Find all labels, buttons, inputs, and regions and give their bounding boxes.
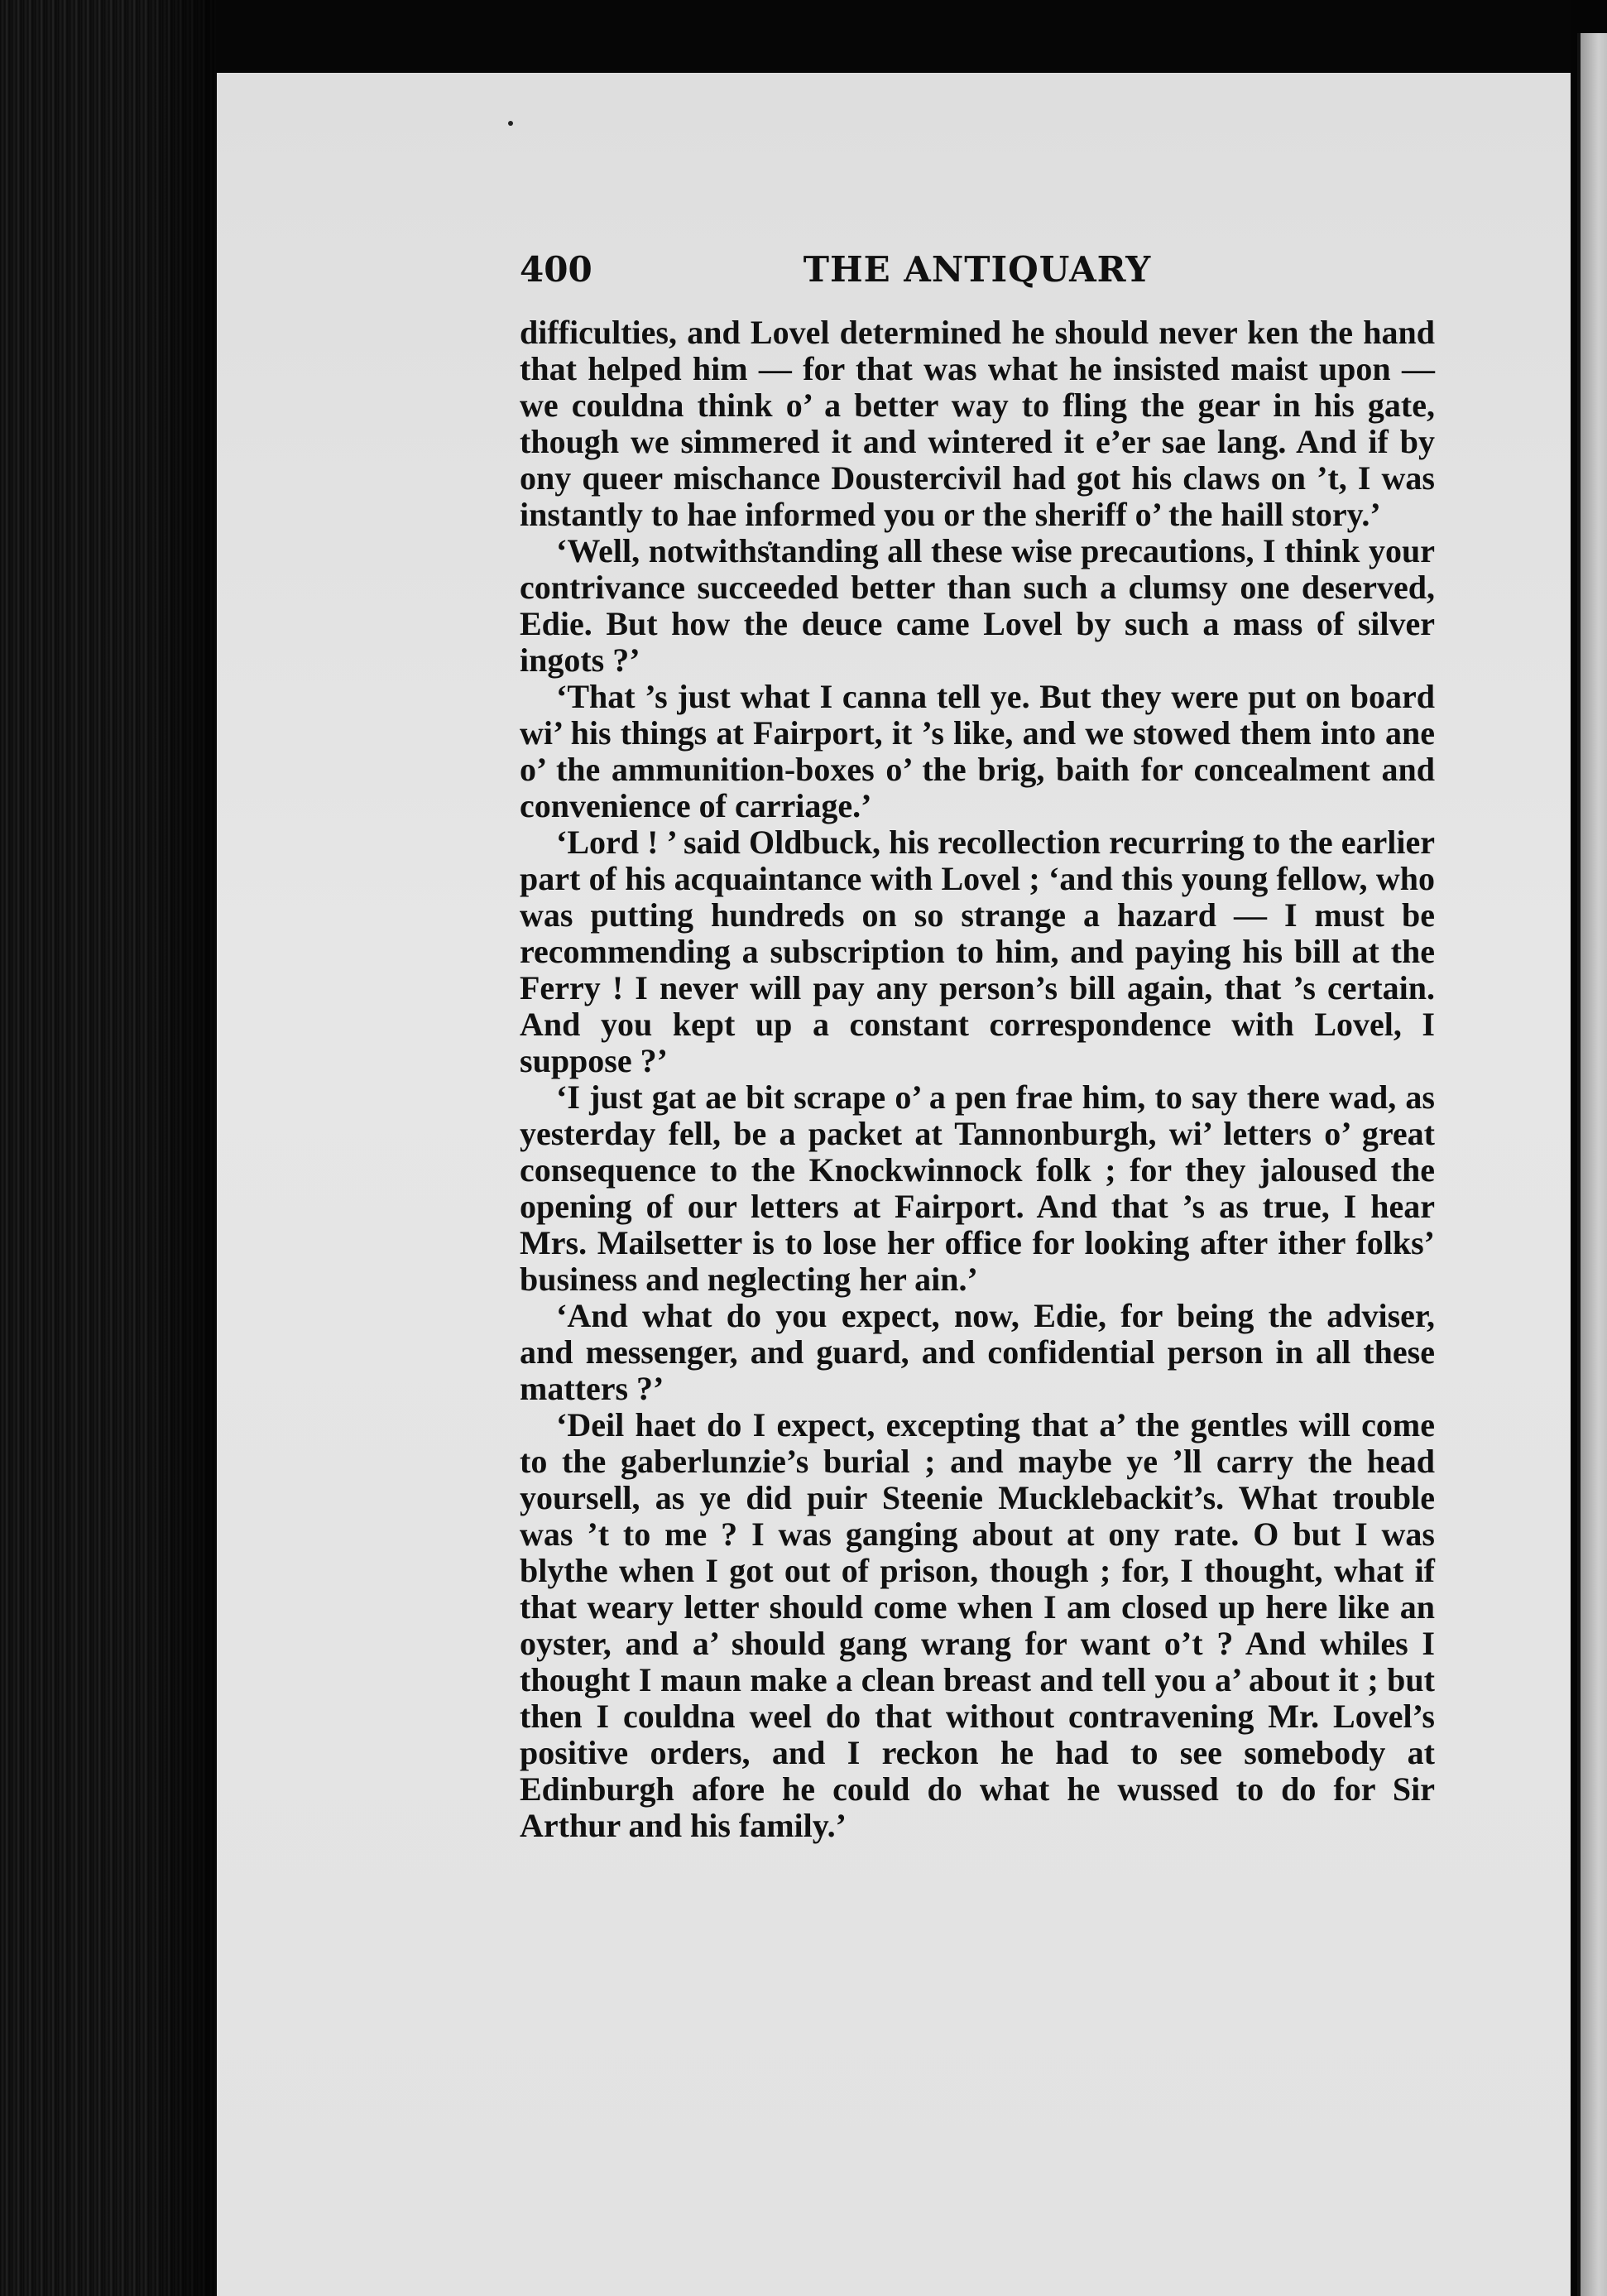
body-text [520, 315, 1435, 1844]
paragraph: ‘Lord ! ’ said Oldbuck, his recollection recurring to the earlier part of his acquaintance with Lovel ; ‘and this young fellow, who was putting hundreds on so strange a hazard — I must be recommending a subscription to him, and paying his bill at the Ferry ! I never will pay any person’s bill again, that ’s certain. And you kept up a constant correspondence with Lovel, I suppose ?’ [520, 824, 1435, 1079]
paragraph: ‘I just gat ae bit scrape o’ a pen frae him, to say there wad, as yesterday fell, be a packet at Tannonburgh, wi’ letters o’ great consequence to the Knockwinnock folk ; for they jaloused the opening of our letters at Fairport. And that ’s as true, I hear Mrs. Mailsetter is to lose her office for looking after ither folks’ business and neglecting her ain.’ [520, 1078, 1435, 1298]
running-title: THE ANTIQUARY [803, 249, 1152, 290]
paragraph: ‘Deil haet do I expect, excepting that a’ the gentles will come to the gaberlunzie’s burial ; and maybe ye ’ll carry the head yoursell, as ye did puir Steenie Mucklebackit’s. What trouble was ’t to me ? I was ganging about at ony rate. O but I was blythe when I got out of prison, though ; for, I thought, what if that weary letter should come when I am closed up here like an oyster, and a’ should gang wrang for want o’t ? And whiles I thought I maun make a clean breast and tell you a’ about it ; but then I couldna weel do that without contravening Mr. Lovel’s positive orders, and I reckon he had to see somebody at Edinburgh afore he could do what he wussed to do for Sir Arthur and his family.’ [520, 1406, 1435, 1844]
paragraph: ‘Well, notwithstanding all these wise precautions, I think your contrivance succeeded better than such a clumsy one deserved, Edie. But how the deuce came Lovel by such a mass of silver ingots ?’ [520, 532, 1435, 679]
paper-speck [508, 121, 513, 126]
paragraph: ‘That ’s just what I canna tell ye. But they were put on board wi’ his things at Fairport, it ’s like, and we stowed them into ane o’ the ammunition-boxes o’ the brig, baith for concealment and convenience of carriage.’ [520, 678, 1435, 824]
gutter-shadow [141, 0, 217, 2296]
page-number: 400 [520, 249, 592, 290]
facing-page-edge [1577, 33, 1607, 2296]
paragraph: ‘And what do you expect, now, Edie, for being the adviser, and messenger, and guard, and confidential person in all these matters ?’ [520, 1297, 1435, 1407]
paragraph: difficulties, and Lovel determined he should never ken the hand that helped him — for that was what he insisted maist upon — we couldna think o’ a better way to fling the gear in his gate, though we simmered it and wintered it e’er sae lang. And if by ony queer mischance Doustercivil had got his claws on ’t, I was instantly to hae informed you or the sheriff o’ the haill story.’ [520, 314, 1435, 533]
page-header [520, 245, 1435, 295]
